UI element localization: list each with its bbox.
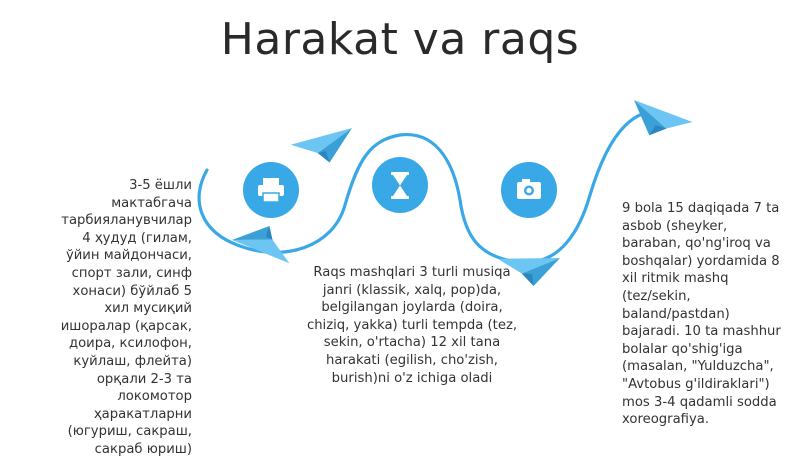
middle-text-block: Raqs mashqlari 3 turli musiqa janri (klassik, xalq, pop)da, belgilangan joylarda (doira, chiziq, yakka) turli tempda (tez, sekin, o'rtacha) 12 xil tana harakati (egilish, cho'zish, burish)ni o'z ichiga oladi <box>306 265 518 386</box>
slide-title: Harakat va raqs <box>220 14 580 65</box>
camera-icon <box>501 162 557 218</box>
hourglass-icon <box>372 157 428 213</box>
paper-plane-4 <box>623 93 693 150</box>
left-text-block: 3-5 ёшли мактабгача тарбияланувчилар 4 ҳудуд (гилам, ўйин майдончаси, спорт зали, синф хонаси) бўйлаб 5 хил мусиқий ишоралар (қарсак, доира, ксилофон, куйлаш, флейта) орқали 2-3 та локомотор ҳаракатларни (югуриш, сакраш, сакраб юриш) <box>60 178 192 457</box>
paper-plane-2 <box>230 221 294 263</box>
paper-plane-1 <box>291 116 362 175</box>
right-text-block: 9 bola 15 daqiqada 7 ta asbob (sheyker, baraban, qo'ng'iroq va boshqalar) yordamida 8 xil ritmik mashq (tez/sekin, baland/pastdan) bajaradi. 10 ta mashhur bolalar qo'shig'iga (masalan, "Yulduzcha", "Avtobus g'ildiraklari") mos 3-4 qadamli sodda xoreografiya. <box>622 201 781 428</box>
printer-icon <box>243 162 299 218</box>
